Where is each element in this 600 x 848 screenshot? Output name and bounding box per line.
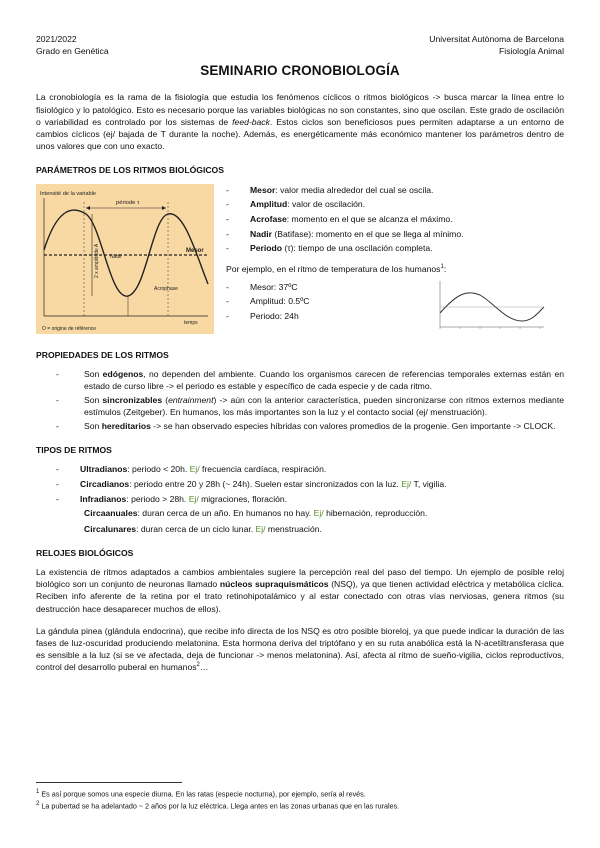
list-item: - Son edógenos, no dependen del ambiente. Cuando los organismos carecen de referencias temporales externas están en estado de curso libre -> el periodo es estable y específico de cada especie y de cada ritmo. <box>56 368 564 392</box>
list-item: - Periodo: 24h <box>226 311 299 322</box>
footnote-1: $^1$ Es así porque somos una especie diurna. En las ratas (especie nocturna), por ejemplo, sería al revés. <box>36 789 366 799</box>
parameters-list <box>226 184 564 255</box>
sub-type-circalunares: Circalunares: duran cerca de un ciclo lunar. Ej/ menstruación. <box>84 523 322 534</box>
properties-list <box>56 368 564 432</box>
relojes-paragraph-1: La existencia de ritmos adaptados a cambios ambientales sugiere la percepción real del paso del tiempo. Un ejemplo de posible reloj biológico son un conjunto de neuronas llamado núcleos supraquismáticos (NSQ), ya que tienen actividad eléctrica y metabólica cíclica. Reciben info aferente de la retina por el trato retinohipotalámico y al estar conectado con otras vías nerviosas, genera ritmos (su destrucción hace desaparecer muchos de ellos). <box>36 566 564 614</box>
example-list <box>226 281 310 337</box>
footnotes <box>36 782 564 812</box>
figure-period-label: période τ <box>116 199 140 206</box>
figure-nadir-label: Nadir <box>110 253 122 260</box>
figure-mesor-label: Mesor <box>186 247 204 254</box>
figure-origin-label: O = origine de référence <box>42 325 97 332</box>
figure-amplitude-label: 2 x amplitude A <box>94 243 100 278</box>
figure-xlabel: temps <box>184 319 198 326</box>
relojes-paragraph-2: La gándula pinea (glándula endocrina), que recibe info directa de los NSQ es otro posible bioreloj, ya que puede indicar la duración de las fases de luz-oscuridad produciendo melatonina. Esta hormona deriva del triptófano y en su ruta anabólica está la N-acetiltransferasa que es sensible a la luz (si se ve afectada, deja de funcionar -> menos melatonina). Así, afecta al ritmo de sueño-vigilia, ciclos reproductivos, control del desarrollo puberal en humanos$^2$… <box>36 625 564 673</box>
list-item: - Periodo (τ): tiempo de una oscilación completa. <box>226 243 433 254</box>
figure-acrophase-label: Acrophase <box>154 285 178 292</box>
list-item: - Acrofase: momento en el que se alcanza el máximo. <box>226 213 453 224</box>
intro-paragraph: La cronobiología es la rama de la fisiología que estudia los fenómenos cíclicos o ritmos biológicos -> busca marcar la línea entre lo fisiológico y lo patológico. Esto es necesario porque las variables biológicas no son constantes, sino que oscilan. Este grado de oscilación o variabilidad es controlado por los sistemas de feed-back. Estos ciclos son beneficiosos pues permiten adaptarse a un entorno de cambios cíclicos (ej/ bajada de T durante la noche). Además, es energéticamente más económico mantener los parámetros dentro de unos valores que con uno exacto. <box>36 92 564 152</box>
subject-name: Fisiología Animal <box>499 45 564 56</box>
footnote-2: $^2$ La pubertad se ha adelantado ~ 2 años por la luz eléctrica. Llega antes en las zonas urbanas que en las rurales. <box>36 801 400 811</box>
list-item: - Amplitud: 0.5ºC <box>226 296 310 307</box>
page-title: SEMINARIO CRONOBIOLOGÍA <box>200 63 400 79</box>
list-item: - Mesor: 37ºC <box>226 281 298 292</box>
page-header <box>36 34 564 57</box>
list-item: - Son sincronizables (entrainment) -> aún con la anterior característica, pueden sincronizarse con ritmos externos mediante estímulos (Zeitgeber). En humanos, los más importantes son la luz y el contacto social (ej/ menstruación). <box>56 394 564 418</box>
section-heading-propiedades: PROPIEDADES DE LOS RITMOS <box>36 349 169 360</box>
list-item: - Mesor: valor media alrededor del cual se oscila. <box>226 184 434 195</box>
list-item: - Nadir (Batifase): momento en el que se llega al mínimo. <box>226 228 464 239</box>
rhythm-types-list <box>56 463 564 505</box>
list-item: - Son hereditarios -> se han observado especies híbridas con valores promedios de la progenie. Gen importante -> CLOCK. <box>56 420 556 431</box>
degree-name: Grado en Genética <box>36 45 109 56</box>
list-item: - Ultradianos: periodo < 20h. Ej/ frecuencia cardíaca, respiración. <box>56 464 327 475</box>
section-heading-relojes: RELOJES BIOLÓGICOS <box>36 547 134 558</box>
example-intro: Por ejemplo, en el ritmo de temperatura de los humanos$^1$: <box>226 263 447 274</box>
section-heading-tipos: TIPOS DE RITMOS <box>36 445 112 455</box>
sub-type-circaanuales: Circaanuales: duran cerca de un año. En humanos no hay. Ej/ hibernación, reproducción. <box>84 508 428 519</box>
list-item: - Circadianos: periodo entre 20 y 28h (~ 24h). Suelen estar sincronizados con la luz. Ej/ T, vigilia. <box>56 478 447 489</box>
temperature-rhythm-figure <box>430 277 548 337</box>
rhythm-parameters-figure <box>36 184 214 334</box>
figure-ylabel: Intensité de la variable <box>40 190 96 197</box>
course-year: 2021/2022 <box>36 34 77 44</box>
footnote-rule <box>36 782 182 783</box>
university-name: Universitat Autònoma de Barcelona <box>429 34 564 44</box>
list-item: - Infradianos: periodo > 28h. Ej/ migraciones, floración. <box>56 493 288 504</box>
list-item: - Amplitud: valor de oscilación. <box>226 199 366 210</box>
section-heading-parametros: PARÁMETROS DE LOS RITMOS BIOLÓGICOS <box>36 165 224 176</box>
